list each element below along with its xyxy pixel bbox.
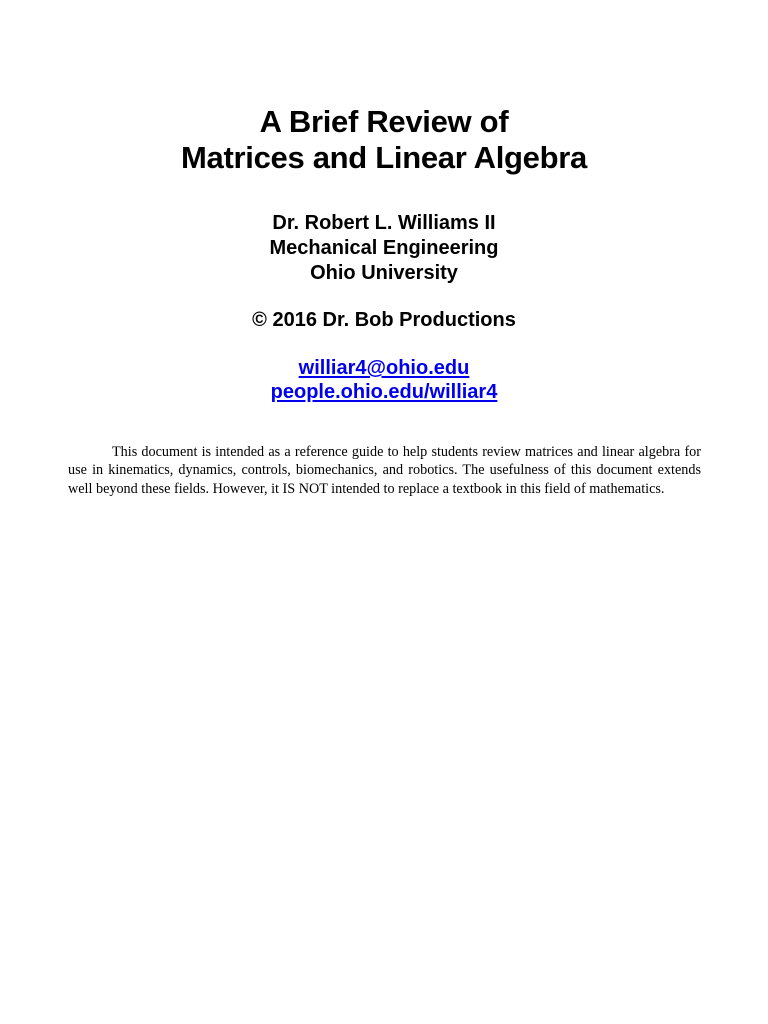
contact-links bbox=[0, 356, 768, 404]
author-department: Mechanical Engineering bbox=[269, 237, 499, 259]
title-line-1: A Brief Review of bbox=[259, 104, 509, 139]
document-title bbox=[0, 104, 768, 176]
title-line-2: Matrices and Linear Algebra bbox=[181, 140, 587, 175]
copyright-notice: © 2016 Dr. Bob Productions bbox=[252, 309, 516, 331]
email-link[interactable]: williar4@ohio.edu bbox=[298, 357, 470, 379]
author-name: Dr. Robert L. Williams II bbox=[272, 212, 496, 234]
author-institution: Ohio University bbox=[310, 262, 458, 284]
intro-paragraph: This document is intended as a reference guide to help students review matrices and linear algebra for use in kinematics, dynamics, controls, biomechanics, and robotics. The usefulness of this document extends well beyond these fields. However, it IS NOT intended to replace a textbook in this field of mathematics. bbox=[68, 444, 701, 497]
author-info bbox=[0, 211, 768, 286]
website-link[interactable]: people.ohio.edu/williar4 bbox=[270, 381, 498, 403]
